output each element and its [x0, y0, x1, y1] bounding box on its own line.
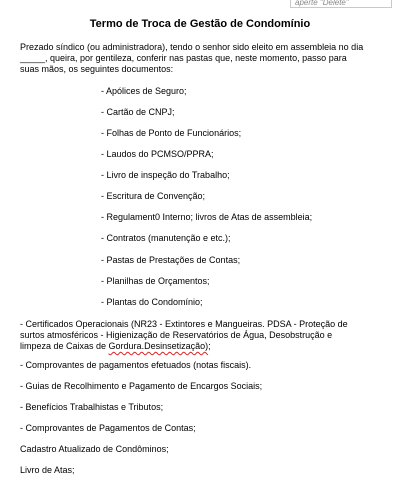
- list-item: - Apólices de Seguro;: [101, 86, 187, 96]
- document-line: Livro de Atas;: [20, 465, 75, 475]
- document-line: - Guias de Recolhimento e Pagamento de Encargos Sociais;: [20, 381, 263, 391]
- certificados-text: - Certificados Operacionais (NR23 - Extintores e Mangueiras. PDSA - Proteção de surtos atmosféricos - Higienização de Reservatórios de Água, Desobstrução e limpeza de Caixas de: [20, 319, 348, 351]
- list-item: - Contratos (manutenção e etc.);: [101, 233, 231, 243]
- certificados-paragraph: [20, 319, 365, 352]
- document-title: Termo de Troca de Gestão de Condomínio: [89, 18, 311, 30]
- document-line: - Comprovantes de pagamentos efetuados (notas fiscais).: [20, 360, 252, 370]
- certificados-underlined-text: Gordura.Desinsetização): [108, 341, 209, 351]
- document-line: - Benefícios Trabalhistas e Tributos;: [20, 402, 164, 412]
- list-item: - Escritura de Convenção;: [101, 191, 206, 201]
- list-item: - Folhas de Ponto de Funcionários;: [101, 128, 242, 138]
- list-item: - Plantas do Condomínio;: [101, 297, 203, 307]
- document-line: - Comprovantes de Pagamentos de Contas;: [20, 423, 196, 433]
- list-item: - Cartão de CNPJ;: [101, 107, 175, 117]
- list-item: - Planilhas de Orçamentos;: [101, 276, 210, 286]
- list-item: - Livro de inspeção do Trabalho;: [101, 170, 230, 180]
- list-item: - Pastas de Prestações de Contas;: [101, 255, 241, 265]
- list-item: - Regulament0 Interno; livros de Atas de assembleia;: [101, 212, 313, 222]
- intro-paragraph: Prezado síndico (ou administradora), tendo o senhor sido eleito em assembleia no dia _____, queira, por gentileza, conferir nas pastas que, neste momento, passo para suas mãos, os seguintes documentos:: [20, 42, 364, 74]
- list-item: - Laudos do PCMSO/PPRA;: [101, 149, 214, 159]
- document-line: Cadastro Atualizado de Condôminos;: [20, 444, 169, 454]
- certificados-text-end: ;: [208, 341, 211, 351]
- delete-hint: aperte "Delete": [290, 0, 392, 8]
